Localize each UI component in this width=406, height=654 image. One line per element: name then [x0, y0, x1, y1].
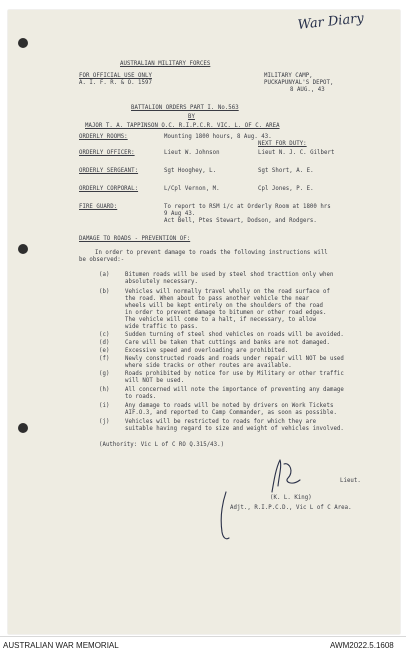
fire-guard-label: FIRE GUARD:: [79, 204, 118, 210]
item-line: Bitumen roads will be used by steel shod tracttion only when: [125, 272, 334, 278]
section-heading: DAMAGE TO ROADS - PREVENTION OF:: [79, 236, 191, 242]
authority-reference: (Authority: Vic L of C RO Q.315/43.): [99, 442, 225, 448]
signatory-title: Adjt., R.I.P.C.D., Vic L of C Area.: [230, 505, 352, 511]
item-line: Vehicles will normally travel wholly on the road surface of: [125, 289, 330, 295]
archive-footer: [0, 636, 406, 654]
item-line: absolutely necessary.: [125, 279, 198, 285]
intro-line-2: be observed:-: [79, 257, 125, 263]
duty-label-orderly-corporal: ORDERLY CORPORAL:: [79, 186, 139, 192]
next-for-duty-header: NEXT FOR DUTY:: [258, 141, 307, 147]
fire-guard-line-3: Act Bell, Ptes Stewart, Dodson, and Rodgers.: [164, 218, 317, 224]
item-line: The vehicle will come to a halt, if necessary, to allow: [125, 317, 317, 323]
camp-name: MILITARY CAMP,: [264, 73, 313, 79]
signatory-name: (K. L. King): [270, 495, 312, 501]
item-line: Any damage to roads will be noted by drivers on Work Tickets: [125, 403, 334, 409]
item-marker: (f): [99, 356, 110, 362]
punch-hole-bottom: [18, 423, 28, 433]
item-line: Newly constructed roads and roads under repair will NOT be used: [125, 356, 344, 362]
punch-hole-top: [18, 38, 28, 48]
duty-today-orderly-corporal: L/Cpl Vernon, M.: [164, 186, 220, 192]
item-marker: (a): [99, 272, 110, 278]
org-heading: AUSTRALIAN MILITARY FORCES: [120, 61, 211, 67]
archive-reference: AWM2022.5.1608: [330, 641, 394, 650]
item-line: Care will be taken that cuttings and banks are not damaged.: [125, 340, 330, 346]
item-marker: (g): [99, 371, 110, 377]
signatory-rank: Lieut.: [340, 478, 361, 484]
item-marker: (c): [99, 332, 110, 338]
duty-label-orderly-rooms: ORDERLY ROOMS:: [79, 134, 128, 140]
item-line: wheels will be kept entirely on the shoulders of the road: [125, 303, 324, 309]
duty-next-orderly-corporal: Cpl Jones, P. E.: [258, 186, 314, 192]
item-line: Roads prohibited by notice for use by Military or other traffic: [125, 371, 344, 377]
item-line: suitable having regard to size and weight of vehicles involved.: [125, 426, 344, 432]
duty-today-orderly-officer: Lieut W. Johnson: [164, 150, 220, 156]
item-line: Excessive speed and overloading are prohibited.: [125, 348, 289, 354]
item-marker: (e): [99, 348, 110, 354]
item-line: Sudden turning of steel shod vehicles on roads will be avoided.: [125, 332, 344, 338]
document-page: [8, 10, 400, 634]
item-marker: (j): [99, 419, 110, 425]
item-line: All concerned will note the importance of preventing any damage: [125, 387, 344, 393]
official-reference-line: A. I. F. R. & O. 1597: [79, 80, 152, 86]
duty-next-orderly-sergeant: Sgt Short, A. E.: [258, 168, 314, 174]
orders-issued-by: MAJOR T. A. TAPPINSON O.C. R.I.P.C.R. VIC. L. OF C. AREA: [85, 123, 280, 129]
fire-guard-line-1: To report to RSM i/c at Orderly Room at 1800 hrs: [164, 204, 331, 210]
item-line: where side tracks or other routes are available.: [125, 363, 292, 369]
item-marker: (i): [99, 403, 110, 409]
duty-label-orderly-officer: ORDERLY OFFICER:: [79, 150, 135, 156]
official-use-line: FOR OFFICIAL USE ONLY: [79, 73, 152, 79]
document-date: 8 AUG., 43: [290, 87, 325, 93]
item-line: to roads.: [125, 394, 157, 400]
item-marker: (h): [99, 387, 110, 393]
orders-by-word: BY: [188, 114, 195, 120]
punch-hole-middle: [18, 244, 28, 254]
fire-guard-line-2: 9 Aug 43.: [164, 211, 196, 217]
item-line: AIF.O.3, and reported to Camp Commander, as soon as possible.: [125, 410, 337, 416]
orders-title: BATTALION ORDERS PART I. No.563: [131, 105, 239, 111]
duty-today-orderly-sergeant: Sgt Hooghey, L.: [164, 168, 217, 174]
item-line: Vehicles will be restricted to roads for which they are: [125, 419, 317, 425]
intro-line-1: In order to prevent damage to roads the following instructions will: [95, 250, 328, 256]
war-diary-handwritten-note: War Diary: [297, 11, 365, 33]
item-marker: (d): [99, 340, 110, 346]
archive-name: AUSTRALIAN WAR MEMORIAL: [3, 641, 119, 650]
signature-flourish: [216, 490, 232, 542]
item-line: the road. When about to pass another vehicle the near: [125, 296, 310, 302]
duty-label-orderly-sergeant: ORDERLY SERGEANT:: [79, 168, 139, 174]
item-marker: (b): [99, 289, 110, 295]
item-line: in order to prevent damage to bitumen or other road edges.: [125, 310, 327, 316]
item-line: will NOT be used.: [125, 378, 185, 384]
item-line: wide traffic to pass.: [125, 324, 198, 330]
duty-next-orderly-officer: Lieut N. J. C. Gilbert: [258, 150, 335, 156]
duty-today-orderly-rooms: Mounting 1800 hours, 8 Aug. 43.: [164, 134, 272, 140]
camp-location: PUCKAPUNYAL'S DEPOT,: [264, 80, 334, 86]
signature-mark: [266, 456, 318, 496]
